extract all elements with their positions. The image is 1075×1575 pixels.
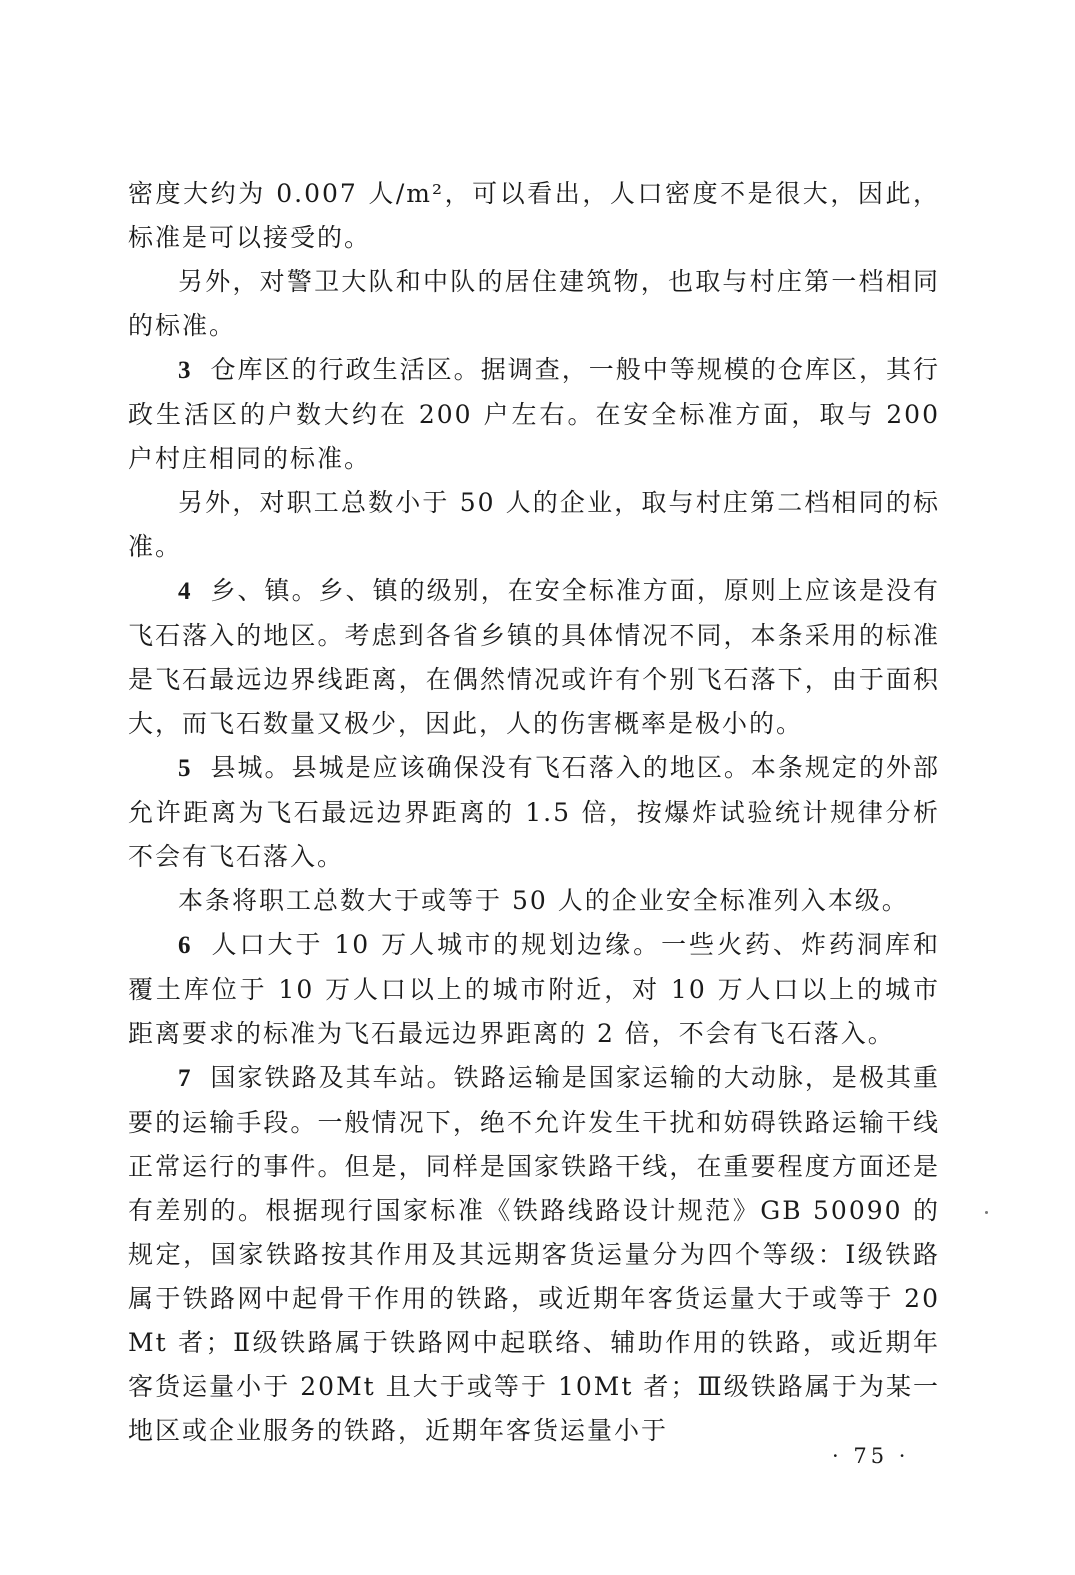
body-text (128, 172, 940, 1453)
paragraph-item-3: 3 仓库区的行政生活区。据调查，一般中等规模的仓库区，其行政生活区的户数大约在 200 户左右。在安全标准方面，取与 200 户村庄相同的标准。 (128, 355, 940, 473)
item-number: 4 (178, 578, 191, 605)
paragraph-7: 本条将职工总数大于或等于 50 人的企业安全标准列入本级。 (178, 886, 909, 915)
paragraph-item-7: 7 国家铁路及其车站。铁路运输是国家运输的大动脉，是极其重要的运输手段。一般情况下，绝不允许发生干扰和妨碍铁路运输干线正常运行的事件。但是，同样是国家铁路干线，在重要程度方面还是有差别的。根据现行国家标准《铁路线路设计规范》GB 50090 的规定，国家铁路按其作用及其远期客货运量分为四个等级：Ⅰ级铁路属于铁路网中起骨干作用的铁路，或近期年客货运量大于或等于 20Mt 者；Ⅱ级铁路属于铁路网中起联络、辅助作用的铁路，或近期年客货运量小于 20Mt 且大于或等于 10Mt 者；Ⅲ级铁路属于为某一地区或企业服务的铁路，近期年客货运量小于 (128, 1063, 940, 1445)
item-number: 6 (178, 932, 191, 959)
item-number: 3 (178, 357, 191, 384)
scan-speck (985, 1211, 988, 1214)
paragraph-item-5: 5 县城。县城是应该确保没有飞石落入的地区。本条规定的外部允许距离为飞石最远边界距离的 1.5 倍，按爆炸试验统计规律分析不会有飞石落入。 (128, 753, 940, 871)
document-page: 密度大约为 0.007 人/m²，可以看出，人口密度不是很大，因此，标准是可以接受的。 另外，对警卫大队和中队的居住建筑物，也取与村庄第一档相同的标准。 3 仓库区的行政生活区。据调查，一般中等规模的仓库区，其行政生活区的户数大约在 200 户左右。在安全标准方面，取与 200 户村庄相同的标准。 另外，对职工总数小于 50 人的企业，取与村庄第二档相同的标准。 4 乡、镇。乡、镇的级别，在安全标准方面，原则上应该是没有飞石落入的地区。考虑到各省乡镇的具体情况不同，本条采用的标准是飞石最远边界线距离，在偶然情况或许有个别飞石落下，由于面积大，而飞石数量又极少，因此，人的伤害概率是极小的。 5 县城。县城是应该确保没有飞石落入的地区。本条规定的外部允许距离为飞石最远边界距离的 1.5 倍，按爆炸试验统计规律分析不会有飞石落入。 本条将职工总数大于或等于 50 人的企业安全标准列入本级。 6 人口大于 10 万人城市的规划边缘。一些火药、炸药洞库和覆土库位于 10 万人口以上的城市附近，对 10 万人口以上的城市距离要求的标准为飞石最远边界距离的 2 倍，不会有飞石落入。 7 国家铁路及其车站。铁路运输是国家运输的大动脉，是极其重要的运输手段。一般情况下，绝不允许发生干扰和妨碍铁路运输干线正常运行的事件。但是，同样是国家铁路干线，在重要程度方面还是有差别的。根据现行国家标准《铁路线路设计规范》GB 50090 的规定，国家铁路按其作用及其远期客货运量分为四个等级：Ⅰ级铁路属于铁路网中起骨干作用的铁路，或近期年客货运量大于或等于 20Mt 者；Ⅱ级铁路属于铁路网中起联络、辅助作用的铁路，或近期年客货运量小于 20Mt 且大于或等于 10Mt 者；Ⅲ级铁路属于为某一地区或企业服务的铁路，近期年客货运量小于 · 75 · (0, 0, 1075, 1575)
paragraph-item-6: 6 人口大于 10 万人城市的规划边缘。一些火药、炸药洞库和覆土库位于 10 万人口以上的城市附近，对 10 万人口以上的城市距离要求的标准为飞石最远边界距离的 2 倍，不会有飞石落入。 (128, 930, 940, 1048)
item-number: 7 (178, 1065, 191, 1092)
item-number: 5 (178, 755, 191, 782)
paragraph-2: 另外，对警卫大队和中队的居住建筑物，也取与村庄第一档相同的标准。 (128, 267, 940, 340)
paragraph-item-4: 4 乡、镇。乡、镇的级别，在安全标准方面，原则上应该是没有飞石落入的地区。考虑到各省乡镇的具体情况不同，本条采用的标准是飞石最远边界线距离，在偶然情况或许有个别飞石落下，由于面积大，而飞石数量又极少，因此，人的伤害概率是极小的。 (128, 576, 940, 738)
paragraph-4: 另外，对职工总数小于 50 人的企业，取与村庄第二档相同的标准。 (128, 488, 940, 561)
paragraph-1: 密度大约为 0.007 人/m²，可以看出，人口密度不是很大，因此，标准是可以接受的。 (128, 179, 940, 252)
